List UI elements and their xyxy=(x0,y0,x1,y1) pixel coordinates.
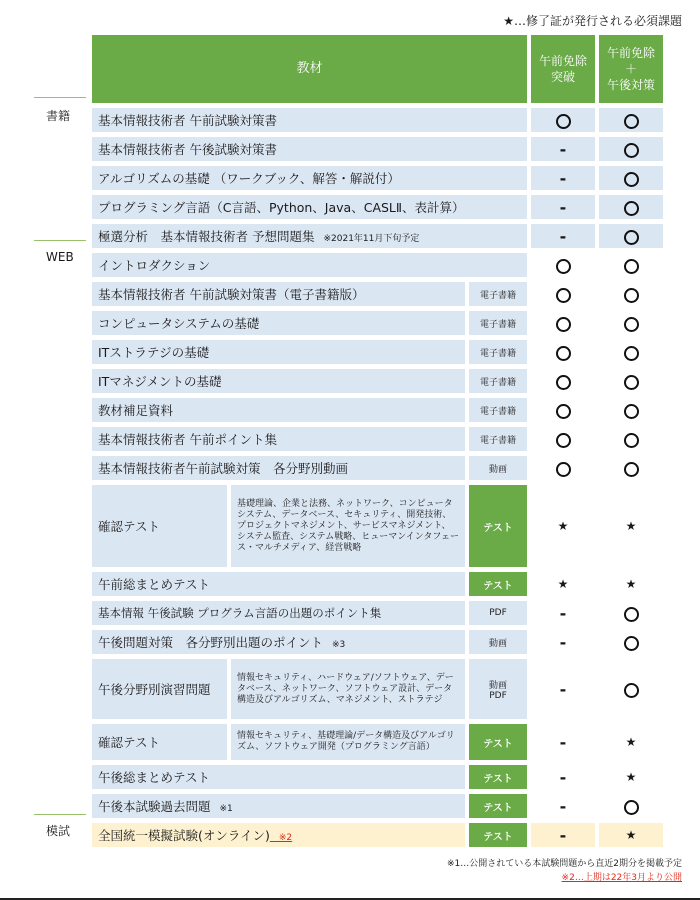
circle-mark-icon xyxy=(624,375,639,390)
mark-c2 xyxy=(599,137,663,161)
table-row xyxy=(92,485,663,567)
media-type: 電子書籍 xyxy=(469,340,527,364)
circle-mark-icon xyxy=(624,317,639,332)
circle-mark-icon xyxy=(624,636,639,651)
section-label-2: WEB xyxy=(46,250,74,264)
table-row xyxy=(92,601,663,625)
mark-c1 xyxy=(531,340,595,364)
circle-mark-icon xyxy=(624,201,639,216)
mark-c1 xyxy=(531,311,595,335)
mark-c1 xyxy=(531,398,595,422)
mark-c2 xyxy=(599,340,663,364)
title-note: ※1 xyxy=(210,804,233,814)
circle-mark-icon xyxy=(624,683,639,698)
mark-c2 xyxy=(599,630,663,654)
circle-mark-icon xyxy=(556,346,571,361)
material-title: コンピュータシステムの基礎 xyxy=(92,311,465,335)
footnote-1: ※1…公開されている本試験問題から直近2期分を掲載予定 xyxy=(447,859,682,869)
mark-c2 xyxy=(599,456,663,480)
mark-c1: - xyxy=(559,679,567,699)
material-title: 全国統一模擬試験(オンライン) ※2 xyxy=(92,823,465,847)
circle-mark-icon xyxy=(624,433,639,448)
mark-c1: - xyxy=(559,603,567,623)
mark-c2 xyxy=(599,195,663,219)
mark-c1: - xyxy=(531,166,595,190)
table-row xyxy=(92,794,663,818)
section-label-1: 書籍 xyxy=(46,109,71,123)
table-row xyxy=(92,427,663,451)
material-title: 午後問題対策 各分野別出題のポイント ※3 xyxy=(92,630,465,654)
circle-mark-icon xyxy=(556,114,571,129)
mark-c2 xyxy=(599,282,663,306)
mark-c1: - xyxy=(531,224,595,248)
material-title: 基本情報技術者 午前ポイント集 xyxy=(92,427,465,451)
material-title: 教材補足資料 xyxy=(92,398,465,422)
circle-mark-icon xyxy=(556,288,571,303)
section-label-3: 模試 xyxy=(46,824,71,838)
section-divider xyxy=(34,97,86,98)
media-type: 電子書籍 xyxy=(469,398,527,422)
circle-mark-icon xyxy=(624,288,639,303)
mark-c2: ★ xyxy=(625,577,637,591)
mark-c1 xyxy=(531,456,595,480)
mark-c1: - xyxy=(559,732,567,752)
mark-c2 xyxy=(599,601,663,625)
mark-c1: - xyxy=(559,767,567,787)
mark-c2 xyxy=(599,166,663,190)
media-type: 電子書籍 xyxy=(469,311,527,335)
table-row xyxy=(92,311,663,335)
circle-mark-icon xyxy=(556,404,571,419)
media-type: 電子書籍 xyxy=(469,282,527,306)
circle-mark-icon xyxy=(624,462,639,477)
legend-text: ★…修了証が発行される必須課題 xyxy=(503,14,682,28)
circle-mark-icon xyxy=(624,230,639,245)
header-material: 教材 xyxy=(92,35,527,103)
mark-c2 xyxy=(599,398,663,422)
material-title: 基本情報 午後試験 プログラム言語の出題のポイント集 xyxy=(92,601,465,625)
table-row xyxy=(92,572,663,596)
material-title: 基本情報技術者 午前試験対策書（電子書籍版） xyxy=(92,282,465,306)
table-row xyxy=(92,456,663,480)
material-title: 午後総まとめテスト xyxy=(92,765,465,789)
table-row xyxy=(92,340,663,364)
media-type: 電子書籍 xyxy=(469,427,527,451)
section-divider xyxy=(34,814,86,815)
mark-c2 xyxy=(599,108,663,132)
mark-c1 xyxy=(531,427,595,451)
table-row xyxy=(92,398,663,422)
material-title: アルゴリズムの基礎 （ワークブック、解答・解説付） xyxy=(92,166,527,190)
mark-c2 xyxy=(599,311,663,335)
table-row xyxy=(92,137,663,161)
table-row xyxy=(92,630,663,654)
footnote-2: ※2…上期は22年3月より公開 xyxy=(561,873,682,883)
mark-c1 xyxy=(531,369,595,393)
mark-c1 xyxy=(531,253,595,277)
mark-c1: - xyxy=(559,632,567,652)
course-material-table xyxy=(88,30,667,852)
mark-c1 xyxy=(531,282,595,306)
table-row xyxy=(92,369,663,393)
mark-c2 xyxy=(599,659,663,719)
material-title: 午後分野別演習問題 xyxy=(92,659,227,719)
material-title: 基本情報技術者午前試験対策 各分野別動画 xyxy=(92,456,465,480)
topic-description: 情報セキュリティ、ハードウェア/ソフトウェア、データベース、ネットワーク、ソフトウェア設計、データ構造及びアルゴリズム、マネジメント、ストラテジ xyxy=(231,659,465,719)
media-type: テスト xyxy=(469,794,527,818)
table-row xyxy=(92,659,663,719)
table-row xyxy=(92,253,663,277)
topic-description: 情報セキュリティ、基礎理論/データ構造及びアルゴリズム、ソフトウェア開発（プログラミング言語） xyxy=(231,724,465,760)
mark-c2 xyxy=(599,369,663,393)
material-title: 基本情報技術者 午後試験対策書 xyxy=(92,137,527,161)
circle-mark-icon xyxy=(624,172,639,187)
circle-mark-icon xyxy=(624,607,639,622)
mark-c1: - xyxy=(531,823,595,847)
mark-c2: ★ xyxy=(625,770,637,784)
circle-mark-icon xyxy=(556,375,571,390)
media-type: PDF xyxy=(469,601,527,625)
table-row xyxy=(92,823,663,847)
table-row xyxy=(92,224,663,248)
circle-mark-icon xyxy=(624,259,639,274)
material-title: 基本情報技術者 午前試験対策書 xyxy=(92,108,527,132)
title-note: ※3 xyxy=(323,640,346,650)
material-title: 確認テスト xyxy=(92,485,227,567)
mark-c1 xyxy=(531,108,595,132)
material-title: ITマネジメントの基礎 xyxy=(92,369,465,393)
table-row xyxy=(92,195,663,219)
media-type: 電子書籍 xyxy=(469,369,527,393)
mark-c2 xyxy=(599,427,663,451)
circle-mark-icon xyxy=(556,259,571,274)
circle-mark-icon xyxy=(624,346,639,361)
circle-mark-icon xyxy=(624,800,639,815)
table-row xyxy=(92,724,663,760)
table-row xyxy=(92,765,663,789)
mark-c2: ★ xyxy=(625,519,637,533)
material-title: 午前総まとめテスト xyxy=(92,572,465,596)
media-type: テスト xyxy=(469,485,527,567)
material-title: 確認テスト xyxy=(92,724,227,760)
media-type: テスト xyxy=(469,823,527,847)
section-divider xyxy=(34,240,86,241)
media-type: テスト xyxy=(469,572,527,596)
circle-mark-icon xyxy=(556,317,571,332)
media-type: テスト xyxy=(469,724,527,760)
mark-c1: - xyxy=(531,137,595,161)
table-row xyxy=(92,108,663,132)
circle-mark-icon xyxy=(624,404,639,419)
material-title: プログラミング言語（C言語、Python、Java、CASLⅡ、表計算） xyxy=(92,195,527,219)
header-col-morning-afternoon: 午前免除 ＋ 午後対策 xyxy=(599,35,663,103)
mark-c2 xyxy=(599,224,663,248)
circle-mark-icon xyxy=(556,433,571,448)
material-title: 極選分析 基本情報技術者 予想問題集 ※2021年11月下旬予定 xyxy=(92,224,527,248)
media-type: 動画 xyxy=(469,456,527,480)
media-type: 動画 xyxy=(469,630,527,654)
mark-c2: ★ xyxy=(625,735,637,749)
circle-mark-icon xyxy=(556,462,571,477)
material-title: ITストラテジの基礎 xyxy=(92,340,465,364)
mark-c2 xyxy=(599,253,663,277)
circle-mark-icon xyxy=(624,114,639,129)
topic-description: 基礎理論、企業と法務、ネットワーク、コンピュータシステム、データベース、セキュリティ、開発技術、プロジェクトマネジメント、サービスマネジメント、システム監査、システム戦略、ヒューマンインタフェース・マルチメディア、経営戦略 xyxy=(231,485,465,567)
mark-c2: ★ xyxy=(599,823,663,847)
mark-c2 xyxy=(599,794,663,818)
mark-c1: ★ xyxy=(557,519,569,533)
circle-mark-icon xyxy=(624,143,639,158)
table-row xyxy=(92,166,663,190)
title-note: ※2 xyxy=(269,833,293,843)
mark-c1: ★ xyxy=(557,577,569,591)
material-title: イントロダクション xyxy=(92,253,527,277)
title-note: ※2021年11月下旬予定 xyxy=(314,234,420,244)
mark-c1: - xyxy=(559,796,567,816)
material-title: 午後本試験過去問題 ※1 xyxy=(92,794,465,818)
header-col-morning-exempt: 午前免除 突破 xyxy=(531,35,595,103)
mark-c1: - xyxy=(531,195,595,219)
table-row xyxy=(92,282,663,306)
media-type: テスト xyxy=(469,765,527,789)
media-type: 動画 PDF xyxy=(469,659,527,719)
